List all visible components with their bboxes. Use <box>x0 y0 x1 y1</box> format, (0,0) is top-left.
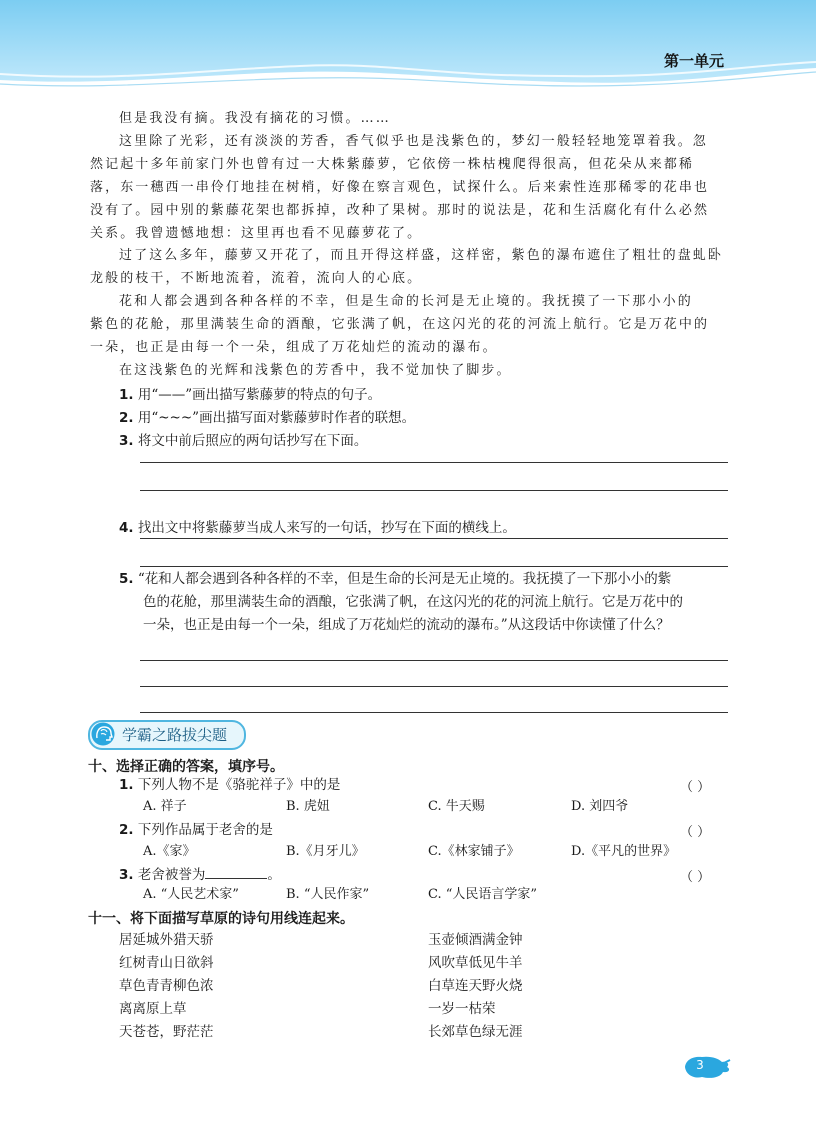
poem-right[interactable]: 一岁一枯荣 <box>428 1001 496 1017</box>
poem-left[interactable]: 红树青山日欲斜 <box>119 955 214 971</box>
passage-line: 过了这么多年，藤萝又开花了，而且开得这样盛，这样密，紫色的瀑布遮住了粗壮的盘虬卧 <box>119 248 724 263</box>
question-number: 1. <box>119 387 134 403</box>
question-number: 3. <box>119 867 134 883</box>
passage-line: 关系。我曾遗憾地想：这里再也看不见藤萝花了。 <box>90 226 423 241</box>
question-number: 2. <box>119 410 134 426</box>
page-header <box>0 0 816 92</box>
question-4 <box>119 519 516 537</box>
poem-right[interactable]: 风吹草低见牛羊 <box>428 955 523 971</box>
option: C. “人民语言学家” <box>428 887 538 902</box>
option: A. “人民艺术家” <box>143 887 239 902</box>
passage-line: 但是我没有摘。我没有摘花的习惯。…… <box>119 111 391 126</box>
poem-right[interactable]: 长郊草色绿无涯 <box>428 1024 523 1040</box>
passage-line: 一朵，也正是由每一个一朵，组成了万花灿烂的流动的瀑布。 <box>90 340 498 355</box>
question-number: 3. <box>119 433 134 449</box>
answer-line[interactable] <box>140 660 728 661</box>
question-2 <box>119 409 415 427</box>
question-stem: 下列人物不是《骆驼祥子》中的是 <box>137 777 341 793</box>
question-number: 5. <box>119 571 134 587</box>
option: D.《平凡的世界》 <box>571 844 677 859</box>
header-wave-band <box>0 0 816 92</box>
mc-question-2 <box>119 821 273 839</box>
question-5 <box>119 570 671 588</box>
question-3 <box>119 432 367 450</box>
unit-title: 第一单元 <box>663 52 724 70</box>
option: B.《月牙儿》 <box>286 844 365 859</box>
question-stem-end: 。 <box>267 867 281 883</box>
page-number-badge <box>682 1052 732 1082</box>
poem-left[interactable]: 天苍苍，野茫茫 <box>119 1024 214 1040</box>
poem-left[interactable]: 居延城外猎天骄 <box>119 932 214 948</box>
passage-line: 落，东一穗西一串伶仃地挂在树梢，好像在察言观色，试探什么。后来索性连那稀零的花串也 <box>90 180 710 195</box>
question-number: 1. <box>119 777 134 793</box>
poem-right[interactable]: 玉壶倾酒满金钟 <box>428 932 523 948</box>
question-stem: 老舍被誉为 <box>137 867 206 883</box>
poem-left[interactable]: 离离原上草 <box>119 1001 187 1017</box>
option: A. 祥子 <box>143 799 187 814</box>
answer-line[interactable] <box>140 686 728 687</box>
question-1 <box>119 386 381 404</box>
answer-line[interactable] <box>140 712 728 713</box>
passage-line: 在这浅紫色的光辉和浅紫色的芳香中，我不觉加快了脚步。 <box>119 363 512 378</box>
fill-blank[interactable] <box>205 866 267 879</box>
option: C.《林家铺子》 <box>428 844 520 859</box>
passage-line: 没有了。园中别的紫藤花架也都拆掉，改种了果树。那时的说法是，花和生活腐化有什么必然 <box>90 203 710 218</box>
passage-line: 这里除了光彩，还有淡淡的芳香，香气似乎也是浅紫色的，梦幻一般轻轻地笼罩着我。忽 <box>119 134 708 149</box>
option: B. 虎妞 <box>286 799 330 814</box>
passage-line: 紫色的花舱，那里满装生命的酒酿，它张满了帆，在这闪光的花的河流上航行。它是万花中的 <box>90 317 710 332</box>
question-stem: 下列作品属于老舍的是 <box>137 822 273 838</box>
question-text: 找出文中将紫藤萝当成人来写的一句话，抄写在下面的横线上。 <box>137 520 516 536</box>
option: B. “人民作家” <box>286 887 370 902</box>
answer-paren[interactable]: （ ） <box>680 825 711 840</box>
section-10-title: 十、选择正确的答案，填序号。 <box>88 759 284 775</box>
passage-line: 花和人都会遇到各种各样的不幸，但是生命的长河是无止境的。我抚摸了一下那小小的 <box>119 294 693 309</box>
passage-line: 龙般的枝干，不断地流着，流着，流向人的心底。 <box>90 271 423 286</box>
question-text-line: 一朵，也正是由每一个一朵，组成了万花灿烂的流动的瀑布。”从这段话中你读懂了什么？ <box>143 617 670 633</box>
section-11-title: 十一、将下面描写草原的诗句用线连起来。 <box>88 911 354 927</box>
brain-head-icon <box>90 721 118 747</box>
question-text: “花和人都会遇到各种各样的不幸，但是生命的长河是无止境的。我抚摸了一下那小小的紫 <box>137 571 672 587</box>
poem-left[interactable]: 草色青青柳色浓 <box>119 978 214 994</box>
answer-paren[interactable]: （ ） <box>680 780 711 795</box>
question-text: 用“~~~”画出描写面对紫藤萝时作者的联想。 <box>137 410 416 426</box>
answer-line[interactable] <box>140 566 728 567</box>
mc-question-1 <box>119 776 340 794</box>
passage-line: 然记起十多年前家门外也曾有过一大株紫藤萝，它依傍一株枯槐爬得很高，但花朵从来都稀 <box>90 157 695 172</box>
answer-paren[interactable]: （ ） <box>680 870 711 885</box>
question-number: 4. <box>119 520 134 536</box>
question-text: 将文中前后照应的两句话抄写在下面。 <box>137 433 368 449</box>
answer-line[interactable] <box>140 490 728 491</box>
option: C. 牛天赐 <box>428 799 485 814</box>
mc-question-3 <box>119 866 281 884</box>
question-number: 2. <box>119 822 134 838</box>
badge-label: 学霸之路拔尖题 <box>122 726 228 744</box>
answer-line[interactable] <box>140 462 728 463</box>
question-text: 用“——”画出描写紫藤萝的特点的句子。 <box>137 387 382 403</box>
question-text-line: 色的花舱，那里满装生命的酒酿，它张满了帆，在这闪光的花的河流上航行。它是万花中的 <box>143 594 683 610</box>
option: A.《家》 <box>143 844 196 859</box>
answer-line[interactable] <box>140 538 728 539</box>
page-number: 3 <box>696 1058 704 1072</box>
option: D. 刘四爷 <box>571 799 629 814</box>
poem-right[interactable]: 白草连天野火烧 <box>428 978 523 994</box>
